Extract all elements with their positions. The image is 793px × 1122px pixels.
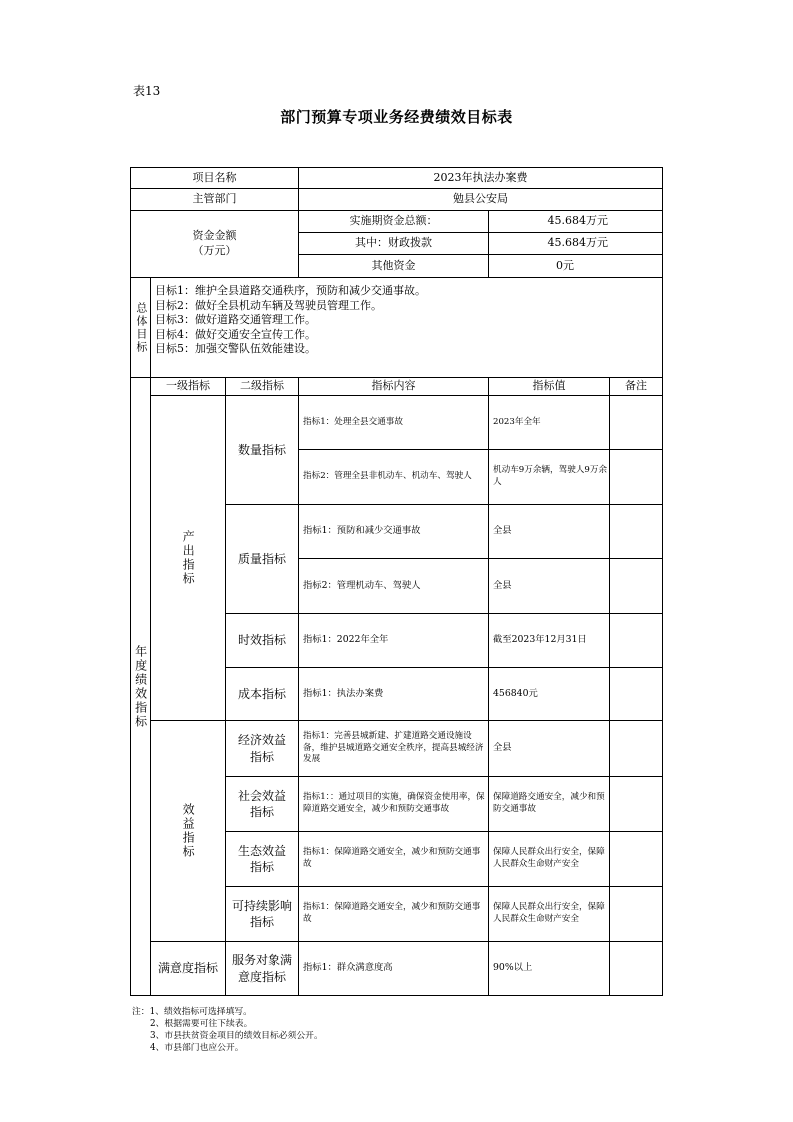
quality-2-value: 全县 xyxy=(488,558,610,614)
fiscal-funds-value: 45.684万元 xyxy=(488,232,663,255)
social-benefit-1-content: 指标1：：通过项目的实施，确保资金使用率，保障道路交通安全，减少和预防交通事故 xyxy=(298,776,489,832)
quantity-2-content: 指标2：管理全县非机动车、机动车、驾驶人 xyxy=(298,449,489,505)
quantity-1-content: 指标1：处理全县交通事故 xyxy=(298,395,489,450)
effect-indicators-label: 效益指标 xyxy=(150,720,226,942)
ecological-benefit-label: 生态效益指标 xyxy=(225,831,299,887)
economic-benefit-1-content: 指标1：完善县城新建、扩建道路交通设施设备，维护县城道路交通安全秩序，提高县城经济发展 xyxy=(298,720,489,777)
sustainable-impact-label: 可持续影响指标 xyxy=(225,886,299,942)
service-satisfaction-1-value: 90%以上 xyxy=(488,941,610,996)
project-name-label: 项目名称 xyxy=(130,167,299,189)
ecological-benefit-1-value: 保障人民群众出行安全，保障人民群众生命财产安全 xyxy=(488,831,610,887)
social-benefit-1-value: 保障道路交通安全，减少和预防交通事故 xyxy=(488,776,610,832)
department-label: 主管部门 xyxy=(130,188,299,211)
quantity-2-value: 机动车9万余辆，驾驶人9万余人 xyxy=(488,449,610,505)
goal-item: 目标3：做好道路交通管理工作。 xyxy=(155,313,316,326)
cost-1-content: 指标1：执法办案费 xyxy=(298,667,489,721)
cost-indicator-label: 成本指标 xyxy=(225,667,299,721)
table-number: 表13 xyxy=(133,84,161,98)
other-funds-value: 0元 xyxy=(488,254,663,278)
total-funds-value: 45.684万元 xyxy=(488,210,663,233)
quality-indicator-label: 质量指标 xyxy=(225,504,299,614)
col-level2-header: 二级指标 xyxy=(225,377,299,396)
quality-1-note xyxy=(609,504,663,559)
social-benefit-label: 社会效益指标 xyxy=(225,776,299,832)
funds-label: 资金金额 （万元） xyxy=(130,210,299,278)
ecological-benefit-1-note xyxy=(609,831,663,887)
quality-1-value: 全县 xyxy=(488,504,610,559)
satisfaction-indicators-label: 满意度指标 xyxy=(150,941,226,996)
economic-benefit-label: 经济效益指标 xyxy=(225,720,299,777)
quality-2-content: 指标2：管理机动车、驾驶人 xyxy=(298,558,489,614)
total-funds-label: 实施期资金总额： xyxy=(298,210,489,233)
quantity-indicator-label: 数量指标 xyxy=(225,395,299,505)
service-satisfaction-label: 服务对象满意度指标 xyxy=(225,941,299,996)
quantity-1-value: 2023年全年 xyxy=(488,395,610,450)
page-title: 部门预算专项业务经费绩效目标表 xyxy=(280,108,513,126)
social-benefit-1-note xyxy=(609,776,663,832)
economic-benefit-1-note xyxy=(609,720,663,777)
timeliness-1-value: 截至2023年12月31日 xyxy=(488,613,610,668)
timeliness-indicator-label: 时效指标 xyxy=(225,613,299,668)
footnote: 3、市县扶贫资金项目的绩效目标必须公开。 xyxy=(150,1031,323,1041)
sustainable-impact-1-content: 指标1：保障道路交通安全，减少和预防交通事故 xyxy=(298,886,489,942)
overall-goals-list xyxy=(150,277,663,378)
sustainable-impact-1-note xyxy=(609,886,663,942)
service-satisfaction-1-content: 指标1：群众满意度高 xyxy=(298,941,489,996)
timeliness-1-content: 指标1：2022年全年 xyxy=(298,613,489,668)
cost-1-value: 456840元 xyxy=(488,667,610,721)
quality-2-note xyxy=(609,558,663,614)
col-value-header: 指标值 xyxy=(488,377,610,396)
project-name-value: 2023年执法办案费 xyxy=(298,167,663,189)
fiscal-funds-label: 其中：财政拨款 xyxy=(298,232,489,255)
sustainable-impact-1-value: 保障人民群众出行安全，保障人民群众生命财产安全 xyxy=(488,886,610,942)
overall-goals-label: 总体目标 xyxy=(130,277,151,378)
ecological-benefit-1-content: 指标1：保障道路交通安全，减少和预防交通事故 xyxy=(298,831,489,887)
col-content-header: 指标内容 xyxy=(298,377,489,396)
footnotes xyxy=(132,1006,323,1054)
quantity-1-note xyxy=(609,395,663,450)
quantity-2-note xyxy=(609,449,663,505)
goal-item: 目标1：维护全县道路交通秩序，预防和减少交通事故。 xyxy=(155,284,426,297)
output-indicators-label: 产出指标 xyxy=(150,395,226,721)
other-funds-label: 其他资金 xyxy=(298,254,489,278)
col-level1-header: 一级指标 xyxy=(150,377,226,396)
timeliness-1-note xyxy=(609,613,663,668)
goal-item: 目标5：加强交警队伍效能建设。 xyxy=(155,342,316,355)
department-value: 勉县公安局 xyxy=(298,188,663,211)
economic-benefit-1-value: 全县 xyxy=(488,720,610,777)
quality-1-content: 指标1：预防和减少交通事故 xyxy=(298,504,489,559)
goal-item: 目标2：做好全县机动车辆及驾驶员管理工作。 xyxy=(155,298,382,312)
annual-indicators-label: 年度绩效指标 xyxy=(130,377,151,996)
performance-target-table xyxy=(130,167,663,996)
cost-1-note xyxy=(609,667,663,721)
footnote: 2、根据需要可往下续表。 xyxy=(150,1019,253,1029)
footnote: 4、市县部门也应公开。 xyxy=(150,1043,244,1053)
col-note-header: 备注 xyxy=(609,377,663,396)
service-satisfaction-1-note xyxy=(609,941,663,996)
goal-item: 目标4：做好交通安全宣传工作。 xyxy=(155,327,316,341)
footnote: 注：1、绩效指标可选择填写。 xyxy=(132,1007,252,1017)
